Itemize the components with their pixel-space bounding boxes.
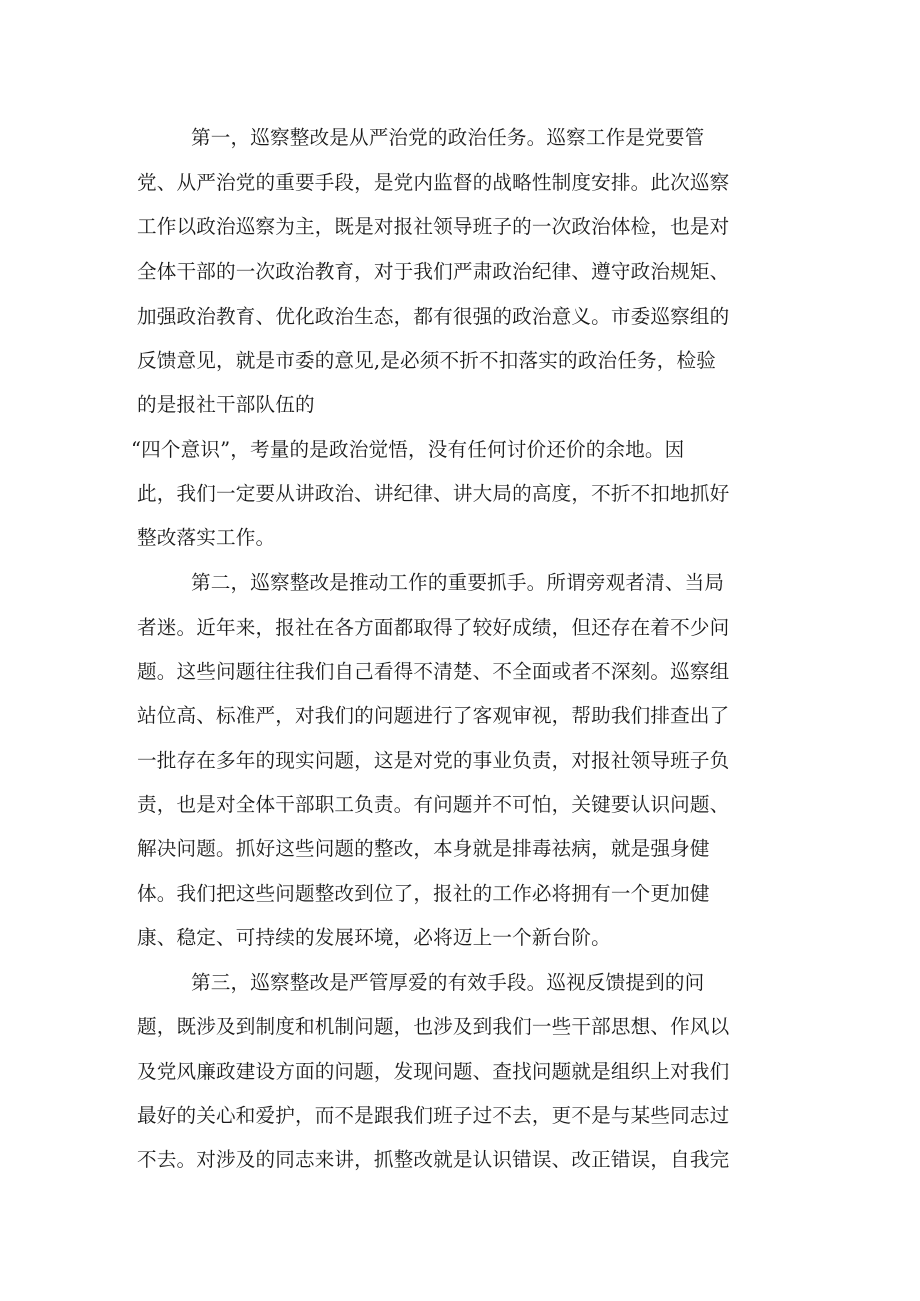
paragraph-1-line-7: 的是报社干部队伍的 [137,393,315,416]
paragraph-1-line-8: “四个意识”，考量的是政治觉悟，没有任何讨价还价的余地。因 [131,438,685,461]
paragraph-2-line-7: 解决问题。抓好这些问题的整改，本身就是排毒祛病，就是强身健 [137,837,710,860]
paragraph-2-line-3: 题。这些问题往往我们自己看得不清楚、不全面或者不深刻。巡察组 [137,660,730,683]
paragraph-2-line-9: 康、稳定、可持续的发展环境，必将迈上一个新台阶。 [137,926,611,949]
paragraph-2-line-2: 者迷。近年来，报社在各方面都取得了较好成绩，但还存在着不少问 [137,616,730,639]
paragraph-1-line-6: 反馈意见，就是市委的意见,是必须不折不扣落实的政治任务，检验 [137,349,716,372]
paragraph-3-line-5: 不去。对涉及的同志来讲，抓整改就是认识错误、改正错误，自我完 [137,1148,730,1171]
paragraph-1-line-1: 第一，巡察整改是从严治党的政治任务。巡察工作是党要管 [191,126,705,149]
paragraph-2-line-5: 一批存在多年的现实问题，这是对党的事业负责，对报社领导班子负 [137,749,730,772]
paragraph-1-line-4: 全体干部的一次政治教育，对于我们严肃政治纪律、遵守政治规矩、 [137,260,730,283]
paragraph-3-line-3: 及党风廉政建设方面的问题，发现问题、查找问题就是组织上对我们 [137,1060,730,1083]
paragraph-2-line-6: 责，也是对全体干部职工负责。有问题并不可怕，关键要认识问题、 [137,793,730,816]
paragraph-1-line-3: 工作以政治巡察为主，既是对报社领导班子的一次政治体检，也是对 [137,215,730,238]
paragraph-3-line-1: 第三，巡察整改是严管厚爱的有效手段。巡视反馈提到的问 [191,971,705,994]
paragraph-2-line-1: 第二，巡察整改是推动工作的重要抓手。所谓旁观者清、当局 [191,571,725,594]
paragraph-2-line-8: 体。我们把这些问题整改到位了，报社的工作必将拥有一个更加健 [137,882,710,905]
paragraph-1-line-10: 整改落实工作。 [137,526,276,549]
paragraph-3-line-2: 题，既涉及到制度和机制问题，也涉及到我们一些干部思想、作风以 [137,1015,730,1038]
paragraph-1-line-9: 此，我们一定要从讲政治、讲纪律、讲大局的高度，不折不扣地抓好 [137,482,730,505]
paragraph-2-line-4: 站位高、标准严，对我们的问题进行了客观审视，帮助我们排查出了 [137,704,730,727]
paragraph-1-line-2: 党、从严治党的重要手段，是党内监督的战略性制度安排。此次巡察 [137,171,730,194]
paragraph-3-line-4: 最好的关心和爱护，而不是跟我们班子过不去，更不是与某些同志过 [137,1104,730,1127]
paragraph-1-line-5: 加强政治教育、优化政治生态，都有很强的政治意义。市委巡察组的 [137,305,730,328]
